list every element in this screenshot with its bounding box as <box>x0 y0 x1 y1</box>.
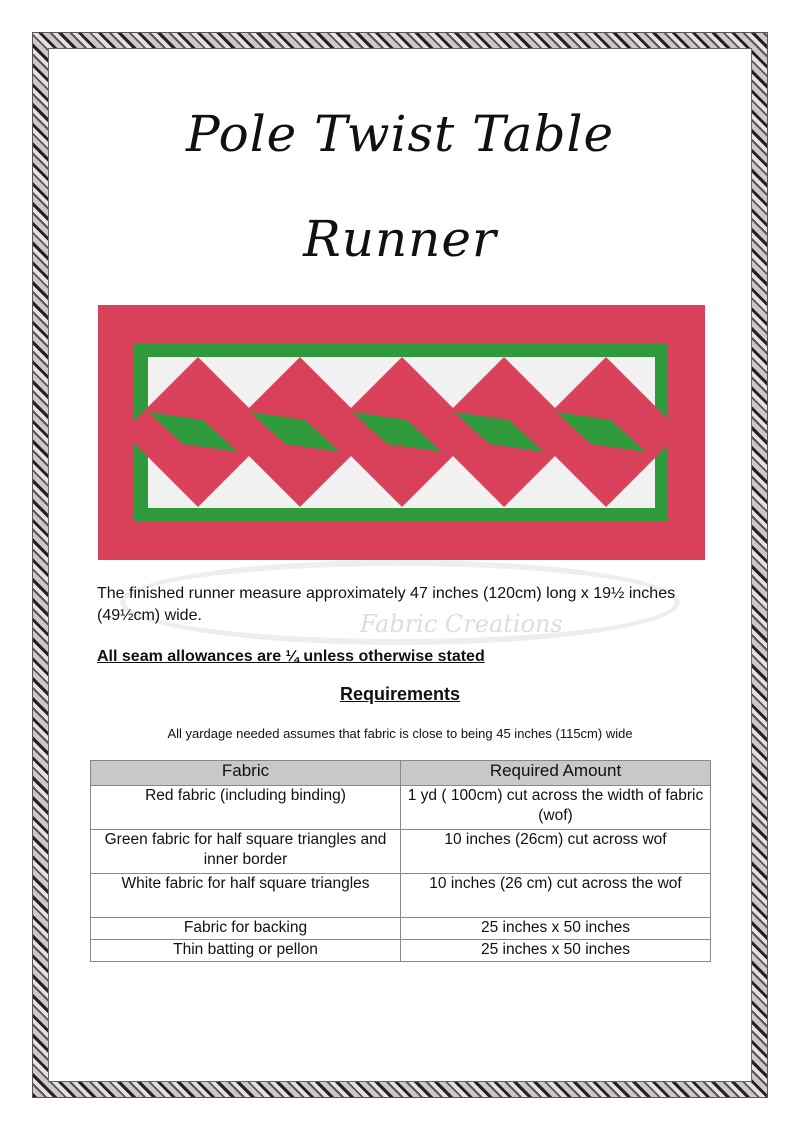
fabric-cell: Fabric for backing <box>91 918 401 940</box>
header-required-amount: Required Amount <box>401 761 711 786</box>
table-row <box>91 830 711 874</box>
description-text: The finished runner measure approximately 47 inches (120cm) long x 19½ inches (49½cm) wide. <box>97 585 676 624</box>
yardage-note: All yardage needed assumes that fabric is close to being 45 inches (115cm) wide <box>167 726 633 741</box>
fabric-cell: White fabric for half square triangles <box>91 874 401 918</box>
header-fabric: Fabric <box>91 761 401 786</box>
amount-cell: 10 inches (26 cm) cut across the wof <box>401 874 711 918</box>
table-row <box>91 786 711 830</box>
title-line-1: Pole Twist Table <box>185 105 615 163</box>
fabric-cell: Green fabric for half square triangles and inner border <box>91 830 401 874</box>
quilt-photo <box>98 305 705 560</box>
seam-allowance-note: All seam allowances are ¼ unless otherwise stated <box>97 648 485 665</box>
table-row <box>91 918 711 940</box>
table-row <box>91 940 711 962</box>
table-header-row <box>91 761 711 786</box>
requirements-heading: Requirements <box>339 684 461 704</box>
amount-cell: 10 inches (26cm) cut across wof <box>401 830 711 874</box>
quilt-diamonds <box>123 357 681 507</box>
title-line-2: Runner <box>303 210 497 268</box>
amount-cell: 25 inches x 50 inches <box>401 918 711 940</box>
requirements-table <box>90 760 711 962</box>
fabric-cell: Red fabric (including binding) <box>91 786 401 830</box>
amount-cell: 1 yd ( 100cm) cut across the width of fabric (wof) <box>401 786 711 830</box>
table-row <box>91 874 711 918</box>
watermark-logo: Fabric Creations <box>360 610 563 638</box>
amount-cell: 25 inches x 50 inches <box>401 940 711 962</box>
fabric-cell: Thin batting or pellon <box>91 940 401 962</box>
